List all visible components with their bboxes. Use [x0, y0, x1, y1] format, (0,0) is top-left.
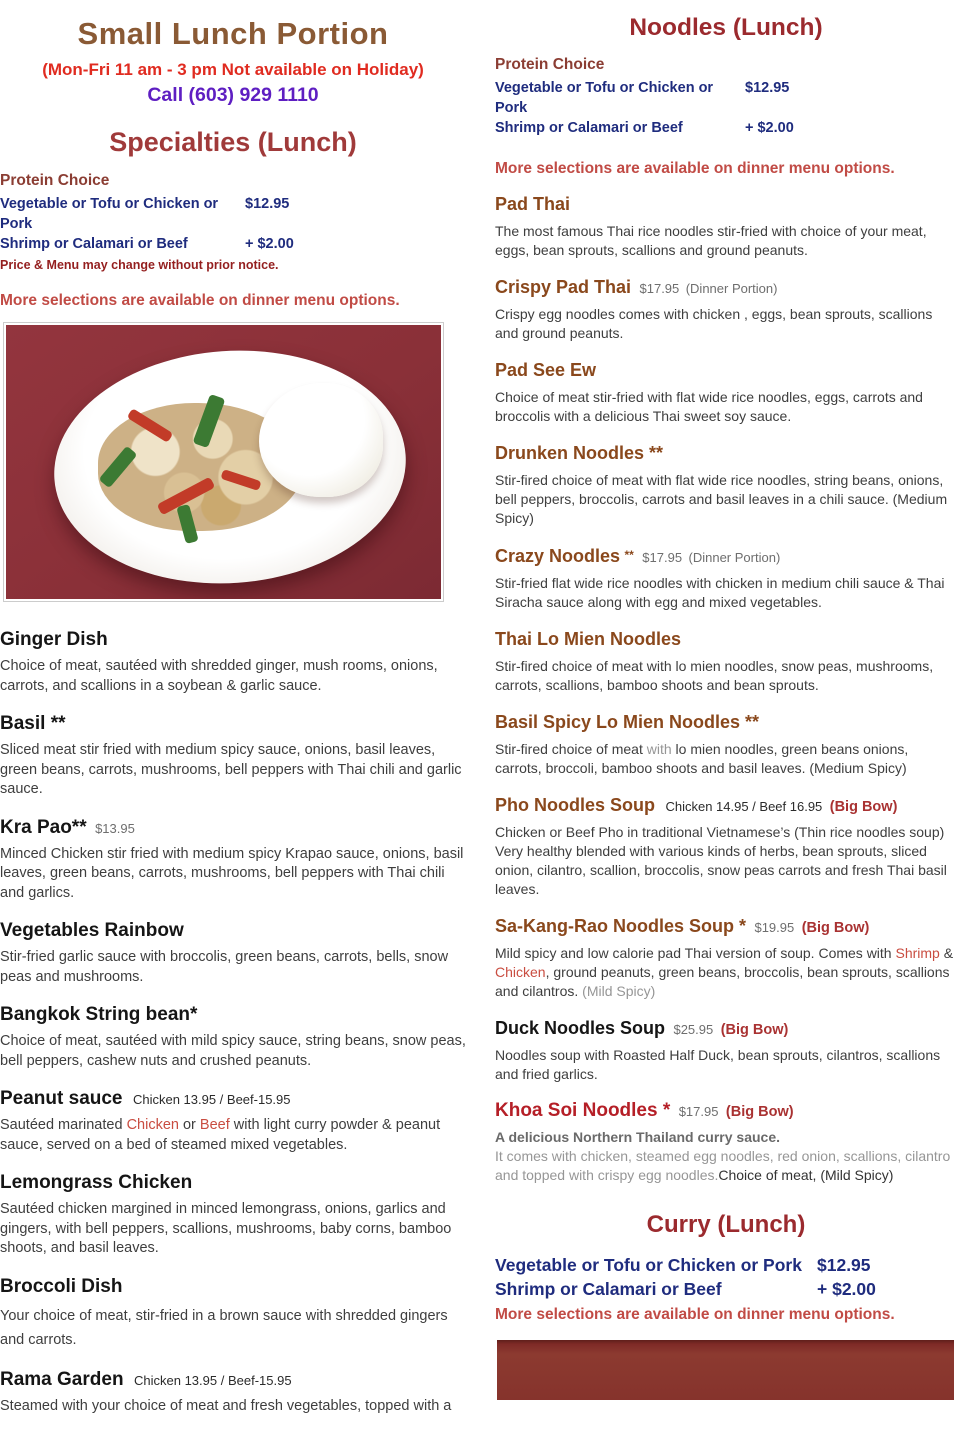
dish-description	[0, 657, 466, 696]
description-segment: Noodles soup with Roasted Half Duck, bean sprouts, cilantros, scallions and fried garlics.	[495, 1047, 941, 1082]
description-segment: Stir-fired choice of meat	[495, 741, 647, 757]
big-bow-tag: (Big Bow)	[829, 799, 898, 815]
dish-description	[495, 1147, 957, 1185]
protein-row-label: Vegetable or Tofu or Chicken or Pork	[495, 1255, 802, 1275]
dish-description	[495, 944, 957, 1001]
specialties-dish-list	[0, 628, 466, 1416]
big-bow-tag: (Big Bow)	[725, 1104, 794, 1120]
protein-choice-block	[0, 172, 466, 272]
protein-row-label: Shrimp or Calamari or Beef	[0, 236, 188, 252]
dish-portion-note: (Dinner Portion)	[685, 281, 778, 296]
dish-description	[495, 740, 957, 778]
curry-section	[495, 1211, 957, 1400]
dish-name: Pad Thai	[495, 194, 571, 214]
page-title: Small Lunch Portion	[77, 16, 389, 51]
dish-portion-note: (Dinner Portion)	[688, 550, 781, 565]
description-segment: Sautéed marinated	[0, 1117, 127, 1133]
description-segment: Shrimp	[895, 945, 940, 961]
dish-name: Rama Garden	[0, 1368, 124, 1390]
description-segment: Stir-fried flat wide rice noodles with chicken in medium chili sauce & Thai Siracha sauce along with egg and mixed vegetables.	[495, 575, 945, 610]
dish-subprice: Chicken 14.95 / Beef 16.95	[665, 799, 823, 814]
dish-heading	[495, 794, 957, 818]
description-segment: Choice of meat, (Mild Spicy)	[718, 1167, 894, 1183]
protein-row	[0, 234, 466, 254]
description-segment: Minced Chicken stir fried with medium spicy Krapao sauce, onions, basil leaves, green beans, carrots, mushrooms, bell peppers with Thai chili and garlics.	[0, 845, 464, 901]
protein-row	[495, 118, 957, 138]
protein-row	[495, 1277, 957, 1301]
spicy-stars: **	[624, 548, 634, 562]
dish-heading	[0, 1368, 466, 1392]
dish-item	[495, 359, 957, 426]
more-selections-note: More selections are available on dinner menu options.	[0, 292, 400, 309]
dish-heading	[495, 359, 957, 383]
protein-row-label: Vegetable or Tofu or Chicken or Pork	[495, 80, 714, 116]
dish-price: $17.95	[639, 281, 680, 296]
dish-item	[0, 712, 466, 800]
dish-heading	[0, 1275, 466, 1299]
protein-row-price: + $2.00	[817, 1279, 876, 1299]
dish-item	[0, 628, 466, 696]
dish-description	[0, 741, 466, 800]
description-segment: &	[939, 945, 954, 961]
curry-protein-rows	[495, 1253, 957, 1301]
dish-heading	[495, 1100, 957, 1123]
dish-price: $17.95	[678, 1104, 719, 1119]
dish-name: Drunken Noodles **	[495, 443, 664, 463]
description-segment: Stir-fired choice of meat with flat wide rice noodles, string beans, onions, bell peppers, broccolis, carrots and basil leaves in a chili sauce. (Medium Spicy)	[495, 472, 948, 526]
dish-heading	[495, 276, 957, 300]
food-photo	[3, 322, 444, 602]
dish-heading	[0, 628, 466, 652]
dish-description	[495, 1046, 957, 1084]
dish-description	[495, 471, 957, 528]
dish-price: $13.95	[95, 820, 135, 836]
dish-item	[495, 1100, 957, 1185]
protein-row	[0, 194, 466, 234]
dish-item	[0, 1275, 466, 1352]
dish-item	[0, 816, 466, 904]
dish-description	[0, 1397, 466, 1417]
dish-heading	[495, 544, 957, 569]
dish-item	[495, 442, 957, 528]
dish-item	[0, 1171, 466, 1259]
food-photo-canvas	[6, 325, 441, 599]
dish-description	[0, 948, 466, 987]
dish-item	[0, 1003, 466, 1071]
dish-name: Bangkok String bean*	[0, 1004, 198, 1025]
description-segment: Choice of meat stir-fried with flat wide rice noodles, eggs, carrots and broccolis with a delicious Thai sweet soy sauce.	[495, 389, 923, 424]
dish-description	[0, 845, 466, 904]
dish-item	[495, 915, 957, 1001]
description-segment: Mild spicy and low calorie pad Thai version of soup. Comes with	[495, 945, 896, 961]
dish-heading	[0, 816, 466, 840]
dish-description	[495, 574, 957, 612]
dish-name: Crispy Pad Thai	[495, 277, 632, 297]
protein-row	[495, 1253, 957, 1277]
dish-item	[495, 628, 957, 695]
protein-choice-heading: Protein Choice	[0, 172, 110, 189]
dish-description	[0, 1032, 466, 1071]
dish-item	[495, 276, 957, 343]
description-segment: with	[646, 741, 672, 757]
dish-name: Basil Spicy Lo Mien Noodles **	[495, 712, 760, 732]
curry-photo-top-edge	[497, 1340, 954, 1400]
description-segment: Steamed with your choice of meat and fresh vegetables, topped with a	[0, 1397, 452, 1414]
dish-name: Thai Lo Mien Noodles	[495, 629, 682, 649]
rice-mound-shape	[259, 383, 383, 497]
dish-description	[0, 1304, 466, 1352]
description-segment: Crispy egg noodles comes with chicken , eggs, bean sprouts, scallions and ground peanuts.	[495, 306, 933, 341]
description-segment: Chicken or Beef Pho in traditional Vietnamese’s (Thin rice noodles soup) Very healthy blended with various kinds of herbs, bean sprouts, sliced onion, cilantro, scallion, broccolis, snow peas carrots and fresh Thai basil leaves.	[495, 824, 947, 897]
section-title-noodles: Noodles (Lunch)	[629, 14, 823, 41]
dish-item	[495, 1017, 957, 1084]
dish-name: Basil **	[0, 713, 66, 734]
description-segment: Chicken	[495, 964, 546, 980]
more-selections-note: More selections are available on dinner menu options.	[495, 160, 895, 177]
description-segment: Your choice of meat, stir-fried in a brown sauce with shredded gingers and carrots.	[0, 1307, 448, 1348]
price-notice: Price & Menu may change without prior notice.	[0, 258, 279, 272]
protein-row-label: Shrimp or Calamari or Beef	[495, 120, 683, 136]
dish-item	[0, 919, 466, 987]
dish-description	[495, 823, 957, 899]
protein-row	[495, 78, 957, 118]
section-title-curry: Curry (Lunch)	[646, 1211, 806, 1238]
protein-choice-heading: Protein Choice	[495, 56, 605, 73]
section-title-specialties: Specialties (Lunch)	[109, 127, 357, 157]
dish-name: Vegetables Rainbow	[0, 920, 184, 941]
right-column	[495, 0, 957, 1400]
dish-description	[495, 222, 957, 260]
description-segment: Beef	[199, 1117, 230, 1133]
phone-link[interactable]: Call (603) 929 1110	[147, 84, 319, 106]
dish-subprice: Chicken 13.95 / Beef-15.95	[134, 1372, 292, 1388]
dish-item	[495, 544, 957, 612]
left-column	[0, 0, 466, 1432]
dish-name: Peanut sauce	[0, 1088, 123, 1109]
protein-row-price: + $2.00	[245, 236, 294, 252]
dish-heading	[495, 442, 957, 466]
protein-choice-block	[495, 56, 957, 138]
protein-row-label: Shrimp or Calamari or Beef	[495, 1279, 722, 1299]
description-segment: It comes with chicken, steamed egg noodles, red onion, scallions, cilantro and topped with crispy egg noodles.	[495, 1148, 951, 1183]
dish-item	[0, 1368, 466, 1417]
dish-heading	[495, 628, 957, 652]
dish-name: Sa-Kang-Rao Noodles Soup *	[495, 916, 747, 936]
dish-heading	[495, 711, 957, 735]
big-bow-tag: (Big Bow)	[720, 1022, 789, 1038]
dish-description	[495, 305, 957, 343]
dish-subprice: Chicken 13.95 / Beef-15.95	[132, 1092, 291, 1107]
more-selections-note: More selections are available on dinner menu options.	[495, 1306, 895, 1323]
dish-item	[495, 193, 957, 260]
dish-name: Duck Noodles Soup	[495, 1018, 666, 1038]
dish-item	[0, 1087, 466, 1155]
description-segment: Stir-fired choice of meat with lo mien noodles, snow peas, mushrooms, carrots, scallions, bamboo shoots and bean sprouts.	[495, 658, 934, 693]
description-segment: Sautéed chicken margined in minced lemongrass, onions, garlics and gingers, with bell peppers, scallions, mushrooms, baby corns, bamboo shoots, and basil leaves.	[0, 1201, 452, 1256]
hours-note: (Mon-Fri 11 am - 3 pm Not available on Holiday)	[42, 60, 424, 79]
dish-name: Crazy Noodles	[495, 546, 621, 566]
protein-row-price: $12.95	[745, 80, 790, 96]
protein-row-label: Vegetable or Tofu or Chicken or Pork	[0, 196, 219, 232]
description-segment: Choice of meat, sautéed with shredded ginger, mush rooms, onions, carrots, and scallions in a soybean & garlic sauce.	[0, 658, 438, 694]
dish-name: Pad See Ew	[495, 360, 597, 380]
dish-heading	[0, 712, 466, 736]
noodles-dish-list	[495, 193, 957, 1185]
description-segment: Stir-fried garlic sauce with broccolis, green beans, carrots, bells, snow peas and mushrooms.	[0, 949, 449, 985]
dish-description	[0, 1116, 466, 1155]
dish-item	[495, 794, 957, 899]
dish-heading	[0, 1087, 466, 1111]
dish-name: Khoa Soi Noodles *	[495, 1100, 671, 1121]
description-segment: Choice of meat, sautéed with mild spicy sauce, string beans, snow peas, bell peppers, cashew nuts and crushed peanuts.	[0, 1033, 466, 1069]
dish-name: Broccoli Dish	[0, 1275, 123, 1297]
dish-heading	[0, 919, 466, 943]
dish-name: Ginger Dish	[0, 629, 108, 650]
protein-row-price: + $2.00	[745, 120, 794, 136]
protein-row-price: $12.95	[817, 1255, 871, 1275]
description-segment: The most famous Thai rice noodles stir-fried with choice of your meat, eggs, bean sprouts, scallions and ground peanuts.	[495, 223, 927, 258]
dish-description	[495, 388, 957, 426]
dish-name: Lemongrass Chicken	[0, 1172, 193, 1193]
description-segment: , ground peanuts, green beans, broccolis, bean sprouts, scallions and cilantros.	[495, 964, 950, 999]
dish-item	[495, 711, 957, 778]
dish-price: $17.95	[642, 550, 683, 565]
dish-description	[495, 657, 957, 695]
description-segment: (Mild Spicy)	[582, 983, 656, 999]
big-bow-tag: (Big Bow)	[801, 920, 870, 936]
description-segment: or	[178, 1117, 200, 1133]
description-segment: lo mien noodles, green beans onions, carrots, broccoli, bamboo shoots and basil leaves. (Medium Spicy)	[495, 741, 909, 776]
dish-price: $25.95	[673, 1022, 714, 1037]
dish-heading	[495, 915, 957, 939]
dish-heading	[495, 193, 957, 217]
description-segment: Chicken	[126, 1117, 179, 1133]
description-segment: with light curry powder & peanut sauce, served on a bed of steamed mixed vegetables.	[0, 1117, 441, 1153]
dish-lead-line: A delicious Northern Thailand curry sauce.	[495, 1129, 780, 1145]
dish-name: Kra Pao**	[0, 816, 87, 838]
dish-heading	[0, 1003, 466, 1027]
dish-name: Pho Noodles Soup	[495, 795, 655, 815]
dish-heading	[0, 1171, 466, 1195]
protein-row-price: $12.95	[245, 196, 290, 212]
dish-description	[0, 1200, 466, 1259]
description-segment: Sliced meat stir fried with medium spicy sauce, onions, basil leaves, green beans, carrots, mushrooms, bell peppers with Thai chili and garlic sauce.	[0, 742, 462, 797]
dish-heading	[495, 1017, 957, 1041]
dish-price: $19.95	[754, 920, 795, 935]
